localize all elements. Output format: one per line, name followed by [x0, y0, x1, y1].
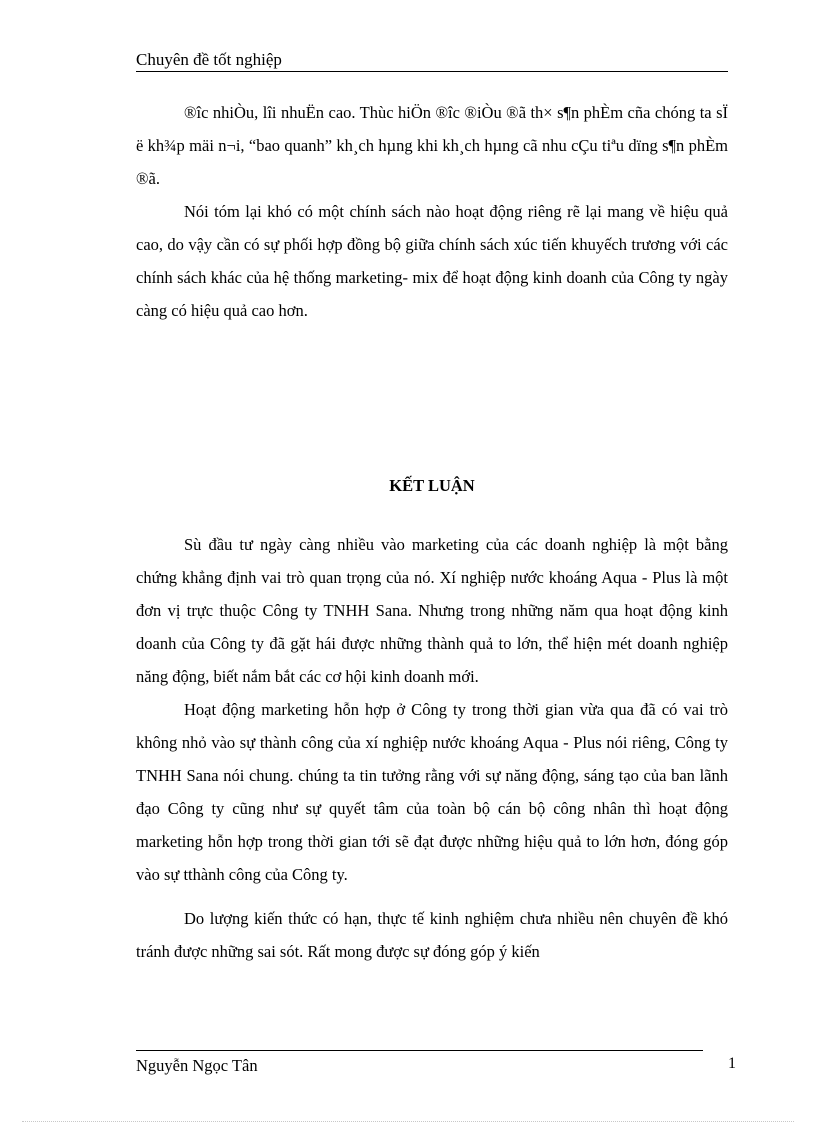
page-edge-divider [22, 1121, 794, 1122]
header-rule [136, 71, 728, 72]
conclusion-paragraph-1: Sù đầu tư ngày càng nhiều vào marketing của các doanh nghiệp là một bằng chứng khẳng định vai trò quan trọng của nó. Xí nghiệp nước khoáng Aqua - Plus là một đơn vị trực thuộc Công ty TNHH Sana. Nhưng trong những năm qua hoạt động kinh doanh của Công ty đã gặt hái được những thành quả to lớn, thể hiện mét doanh nghiệp năng động, biết nắm bắt các cơ hội kinh doanh mới. [136, 535, 728, 686]
conclusion-paragraph-2: Hoạt động marketing hỗn hợp ở Công ty trong thời gian vừa qua đã có vai trò không nhỏ vào sự thành công của xí nghiệp nước khoáng Aqua - Plus nói riêng, Công ty TNHH Sana nói chung. chúng ta tin tưởng rằng với sự năng động, sáng tạo của ban lãnh đạo Công ty cũng như sự quyết tâm của toàn bộ cán bộ công nhân thì hoạt động marketing hỗn hợp trong thời gian tới sẽ đạt được những hiệu quả to lớn hơn, đóng góp vào sự tthành công của Công ty. [136, 700, 728, 884]
intro-section [136, 96, 728, 327]
footer-author: Nguyễn Ngọc Tân [136, 1056, 258, 1075]
footer-rule [136, 1050, 703, 1051]
conclusion-title: KẾT LUẬN [389, 476, 475, 495]
running-header: Chuyên đề tốt nghiệp [136, 50, 282, 69]
conclusion-body [136, 528, 728, 968]
intro-paragraph-1: ®îc nhiÒu, lîi nhuËn cao. Thùc hiÖn ®îc ®iÒu ®ã th× s¶n phÈm cña chóng ta sÏ ë kh¾p mäi n¬i, “bao quanh” kh¸ch hµng khi kh¸ch hµng cã nhu cÇu tiªu dïng s¶n phÈm ®ã. [136, 103, 728, 188]
page-number: 1 [728, 1055, 736, 1072]
conclusion-paragraph-3: Do lượng kiến thức có hạn, thực tế kinh nghiệm chưa nhiều nên chuyên đề khó tránh được những sai sót. Rất mong được sự đóng góp ý kiến [136, 909, 728, 961]
intro-paragraph-2: Nói tóm lại khó có một chính sách nào hoạt động riêng rẽ lại mang về hiệu quả cao, do vậy cần có sự phối hợp đồng bộ giữa chính sách xúc tiến khuyếch trương với các chính sách khác của hệ thống marketing- mix để hoạt động kinh doanh của Công ty ngày càng có hiệu quả cao hơn. [136, 202, 728, 320]
